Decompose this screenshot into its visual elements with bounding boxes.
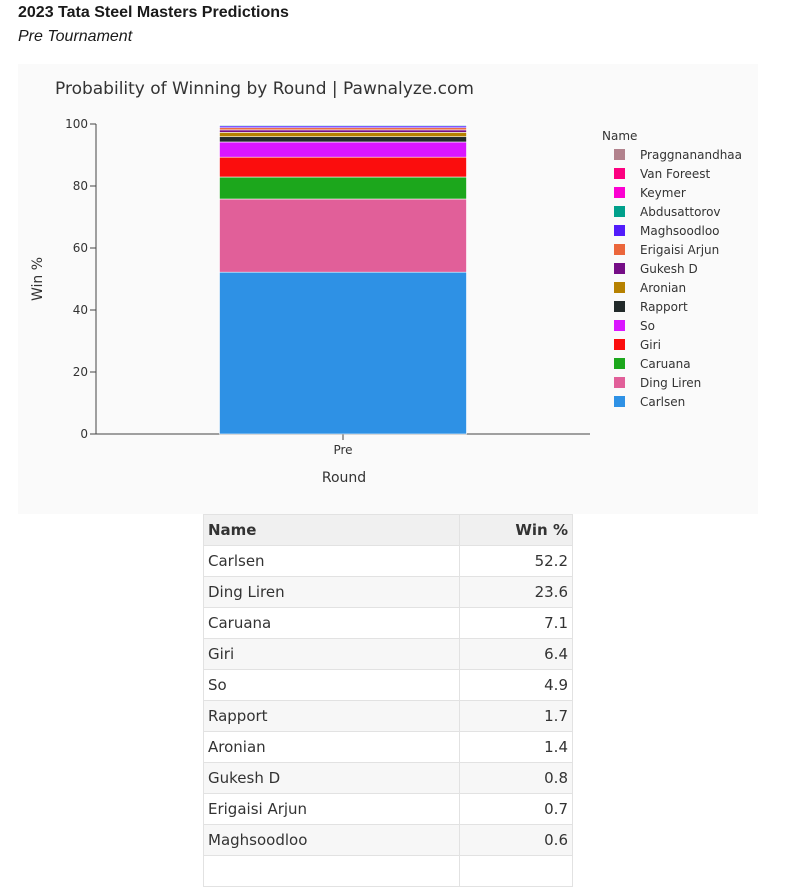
cell-name: Caruana	[204, 608, 460, 639]
cell-name: Ding Liren	[204, 577, 460, 608]
y-axis-label: Win %	[30, 257, 46, 301]
table-row	[204, 639, 573, 670]
cell-name: Aronian	[204, 732, 460, 763]
legend-swatch[interactable]	[614, 168, 625, 179]
legend-swatch[interactable]	[614, 301, 625, 312]
legend-item[interactable]: Caruana	[640, 357, 691, 371]
bar-stack[interactable]	[220, 124, 467, 434]
table-row	[204, 825, 573, 856]
y-tick-label: 40	[73, 303, 88, 317]
y-tick-label: 80	[73, 179, 88, 193]
table-header-row	[204, 515, 573, 546]
x-axis-label: Round	[322, 470, 366, 486]
table-row	[204, 794, 573, 825]
legend-item[interactable]: Praggnanandhaa	[640, 148, 742, 162]
cell-win: 1.7	[460, 701, 573, 732]
bar-segment-carlsen[interactable]	[220, 272, 467, 434]
bar-segment-gukesh-d[interactable]	[220, 130, 467, 132]
legend-item[interactable]: Maghsoodloo	[640, 224, 720, 238]
table-row	[204, 577, 573, 608]
table-row	[204, 732, 573, 763]
bar-segment-erigaisi-arjun[interactable]	[220, 128, 467, 130]
cell-name: Gukesh D	[204, 763, 460, 794]
cell-win: 6.4	[460, 639, 573, 670]
cell-win: 23.6	[460, 577, 573, 608]
bar-segment-rapport[interactable]	[220, 137, 467, 142]
legend-swatch[interactable]	[614, 358, 625, 369]
win-table	[203, 514, 573, 887]
x-tick-label: Pre	[333, 443, 352, 457]
legend-swatch[interactable]	[614, 149, 625, 160]
chart-title: Probability of Winning by Round | Pawnalyze.com	[55, 79, 474, 99]
cell-name: Giri	[204, 639, 460, 670]
legend-item[interactable]: Rapport	[640, 300, 688, 314]
cell-win: 1.4	[460, 732, 573, 763]
win-table-container	[203, 514, 573, 887]
legend-swatch[interactable]	[614, 282, 625, 293]
cell-name: Maghsoodloo	[204, 825, 460, 856]
y-tick-label: 20	[73, 365, 88, 379]
page-title: 2023 Tata Steel Masters Predictions	[18, 4, 289, 22]
cell-win: 0.8	[460, 763, 573, 794]
cell-name: Rapport	[204, 701, 460, 732]
legend-item[interactable]: So	[640, 319, 655, 333]
cell-name: So	[204, 670, 460, 701]
page-subtitle: Pre Tournament	[18, 28, 132, 46]
table-row	[204, 546, 573, 577]
legend[interactable]	[602, 129, 742, 409]
cell-name	[204, 856, 460, 887]
legend-item[interactable]: Aronian	[640, 281, 686, 295]
legend-swatch[interactable]	[614, 244, 625, 255]
y-tick-label: 0	[80, 427, 88, 441]
column-header-win[interactable]: Win %	[460, 515, 573, 546]
y-axis	[65, 117, 96, 441]
legend-swatch[interactable]	[614, 187, 625, 198]
legend-item[interactable]: Carlsen	[640, 395, 685, 409]
cell-name: Erigaisi Arjun	[204, 794, 460, 825]
legend-item[interactable]: Ding Liren	[640, 376, 701, 390]
bar-segment-ding-liren[interactable]	[220, 199, 467, 272]
column-header-name[interactable]: Name	[204, 515, 460, 546]
table-body	[204, 546, 573, 887]
legend-item[interactable]: Keymer	[640, 186, 686, 200]
legend-item[interactable]: Gukesh D	[640, 262, 698, 276]
legend-swatch[interactable]	[614, 339, 625, 350]
stacked-bar-chart	[18, 64, 758, 514]
legend-swatch[interactable]	[614, 263, 625, 274]
bar-segment-caruana[interactable]	[220, 177, 467, 199]
y-tick-label: 100	[65, 117, 88, 131]
table-row	[204, 608, 573, 639]
cell-win: 4.9	[460, 670, 573, 701]
cell-win: 52.2	[460, 546, 573, 577]
y-tick-label: 60	[73, 241, 88, 255]
cell-win: 0.6	[460, 825, 573, 856]
legend-title: Name	[602, 129, 637, 143]
legend-swatch[interactable]	[614, 377, 625, 388]
bar-segment-giri[interactable]	[220, 157, 467, 177]
cell-win	[460, 856, 573, 887]
legend-item[interactable]: Van Foreest	[640, 167, 711, 181]
table-row	[204, 701, 573, 732]
legend-swatch[interactable]	[614, 396, 625, 407]
legend-item[interactable]: Erigaisi Arjun	[640, 243, 719, 257]
legend-item[interactable]: Giri	[640, 338, 661, 352]
cell-win: 0.7	[460, 794, 573, 825]
table-row	[204, 856, 573, 887]
bar-segment-so[interactable]	[220, 142, 467, 157]
legend-swatch[interactable]	[614, 225, 625, 236]
bar-segment-aronian[interactable]	[220, 132, 467, 136]
cell-win: 7.1	[460, 608, 573, 639]
legend-swatch[interactable]	[614, 320, 625, 331]
legend-item[interactable]: Abdusattorov	[640, 205, 721, 219]
table-row	[204, 670, 573, 701]
legend-swatch[interactable]	[614, 206, 625, 217]
chart-panel	[18, 64, 758, 514]
cell-name: Carlsen	[204, 546, 460, 577]
table-row	[204, 763, 573, 794]
x-axis	[96, 434, 590, 457]
